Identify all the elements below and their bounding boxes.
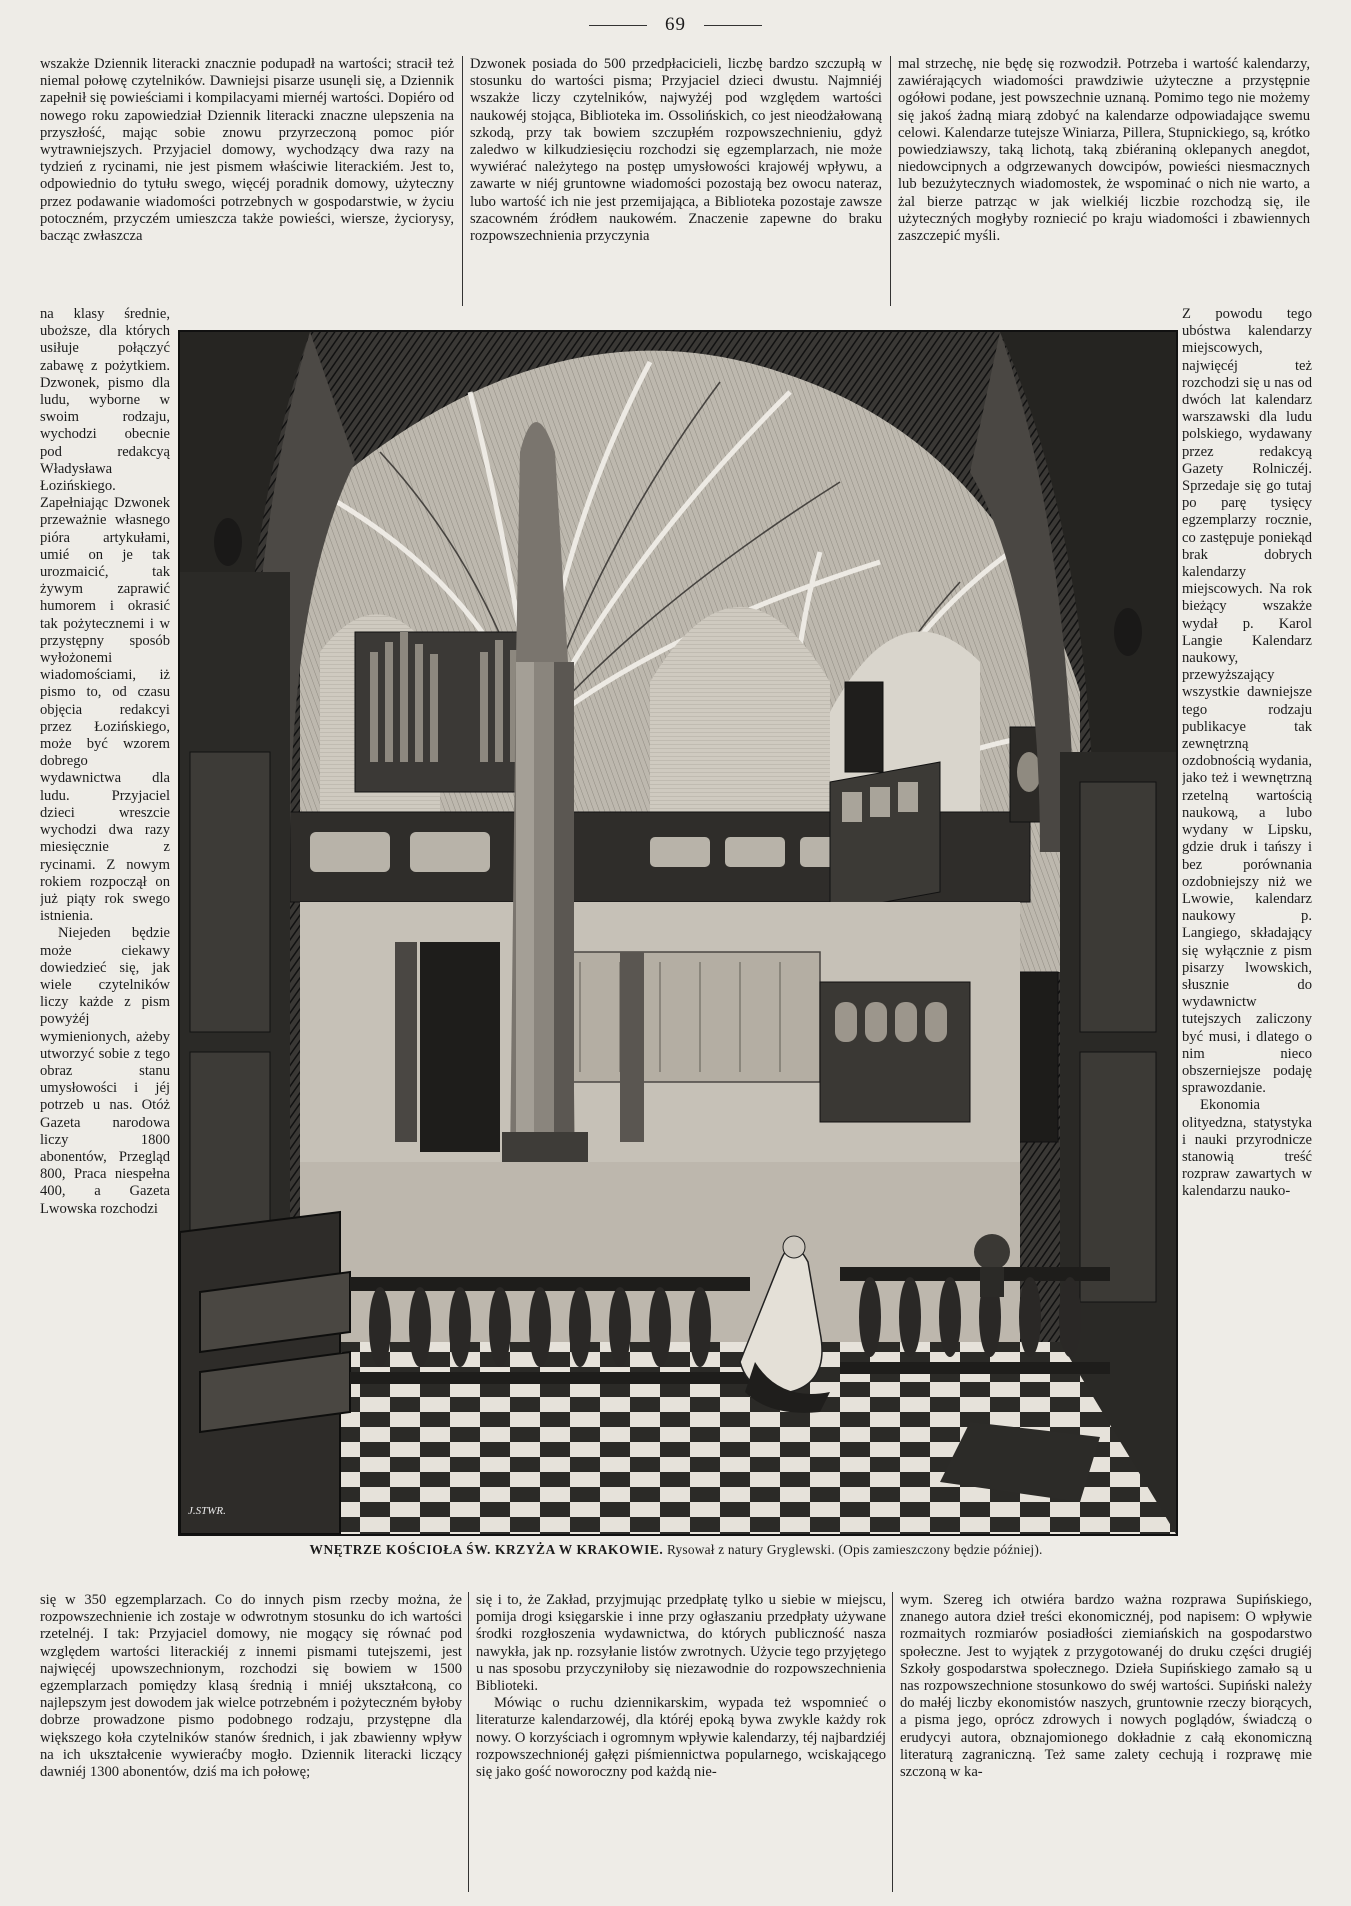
column-3-top <box>898 56 1310 306</box>
header-dash-right <box>704 25 762 26</box>
paragraph: na klasy średnie, uboższe, dla których usiłuje połączyć zabawę z pożytkiem. Dzwonek, pismo dla ludu, wyborne w swoim rodzaju, wychodzi obecnie pod redakcyą Władysława Łozińskiego. Zapełniając Dzwonek przeważnie własnego pióra artykułami, umié on je tak urozmaicić, tak żywym zaprawić humorem i okrasić tak pożytecznemi i w przystępny sposób wyłożonemi wiadomościami, iż pismo to, od czasu objęcia redakcyi przez Łozińskiego, może być wzorem dobrego wydawnictwa dla ludu. Przyjaciel dzieci wreszcie wychodzi dwa razy miesięcznie z rycinami. Z nowym rokiem rozpoczął on już piąty rok swego istnienia. <box>40 306 170 925</box>
paragraph: Ekonomia olityedzna, statystyka i nauki przyrodnicze stanowią treść rozpraw zawartych w kalendarzu nauko- <box>1182 1097 1312 1200</box>
paragraph: wszakże Dziennik literacki znacznie podupadł na wartości; stracił też niemal połowę czytelników. Dawniejsi pisarze usunęli się, a Dziennik zapełnił się powieściami i kompilacyami miernéj wartości. Dopiéro od nowego roku zapowiedział Dziennik literacki znaczne ulepszenia na przyszłość, mając sobie znowu przyrzeczoną pomoc piór wytrawniejszych. Przyjaciel domowy, wychodzący dwa razy na tydzień z rycinami, nie jest pismem właściwie literackiém. Jest to, odpowiednio do tytułu swego, więcéj poradnik domowy, użyteczny przez podawanie wiadomości potrzebnych w gospodarstwie, w życiu potoczném, przyczém umieszcza także powieści, wiersze, życiorysy, bacząc zwłaszcza <box>40 56 454 245</box>
engraver-signature: J.STWR. <box>188 1505 226 1517</box>
church-interior-engraving <box>178 330 1178 1536</box>
paragraph: Mówiąc o ruchu dziennikarskim, wypada też wspomnieć o literaturze kalendarzowéj, dla któréj epoką bywa zwykle każdy rok nowy. O korzyściach i ogromnym wpływie kalendarzy, téj najbardziéj rozpowszechnionéj gałęzi piśmiennictwa popularnego, wciskającego się jako gość noworoczny pod każdą nie- <box>476 1695 886 1781</box>
illustration-caption <box>178 1542 1174 1558</box>
paragraph: Niejeden będzie może ciekawy dowiedzieć się, jak wiele czytelników liczy każde z pism powyżéj wymienionych, ażeby utworzyć sobie z tego obraz stanu umysłowości i jéj potrzeb u nas. Otóż Gazeta narodowa liczy 1800 abonentów, Przegląd 800, Praca niespełna 400, a Gazeta Lwowska rozchodzi <box>40 925 170 1217</box>
column-1-narrow <box>40 306 170 1594</box>
column-3-narrow <box>1182 306 1312 1594</box>
header-dash-left <box>589 25 647 26</box>
paragraph: Z powodu tego ubóstwa kalendarzy miejscowych, najwięcéj też rozchodzi się u nas od dwóch lat kalendarz warszawski dla ludu polskiego, wydawany przez redakcyą Gazety Rolniczéj. Sprzedaje się go tutaj po parę tysięcy egzemplarzy rocznie, co zastępuje poniekąd brak dobrych kalendarzy miejscowych. Na rok bieżący wszakże wydał p. Karol Langie Kalendarz naukowy, przewyższający wszystkie dawniejsze tego rodzaju publikacye tak zewnętrzną ozdobnością wydania, jako też i wewnętrzną rzetelną wartością naukową, a lubo wydany w Lipsku, gdzie druk i tańszy i bez porównania ozdobniejszy niż we Lwowie, kalendarz naukowy p. Langiego, składający się wyłącznie z pism pisarzy lwowskich, słusznie do wydawnictw tutejszych zaliczony być musi, i dlatego o nim nieco obszerniejsze podaję sprawozdanie. <box>1182 306 1312 1097</box>
caption-note: (Opis zamieszczony będzie później). <box>838 1542 1043 1557</box>
page-header <box>0 14 1351 36</box>
caption-title: WNĘTRZE KOŚCIOŁA ŚW. KRZYŻA W KRAKOWIE. <box>309 1542 664 1557</box>
column-1-top <box>40 56 454 306</box>
paragraph: Dzwonek posiada do 500 przedpłacicieli, liczbę bardzo szczupłą w stosunku do wartości pisma; Przyjaciel dzieci dwustu. Najmniéj wszakże liczy czytelników, najwyżéj pod względem wartości naukowéj stojąca, Biblioteka im. Ossolińskich, co jest nieodżałowaną szkodą, przy tak bowiem szczupłém rozpowszechnieniu, gdyż zaledwo w kilkudziesięciu rozchodzi się egzemplarzach, nie może wywiérać należytego na postęp umysłowości krajowéj wpływu, a zawarte w niéj gruntowne wiadomości pozostają bez owocu nateraz, lubo wartość ich nie jest przemijająca, a Biblioteka pozostaje zawsze szacowném źródłem naukowém. Znaczenie zapewne do braku rozpowszechnienia przyczynia <box>470 56 882 245</box>
column-rule <box>890 56 891 306</box>
caption-credit: Rysował z natury Gryglewski. <box>666 1542 835 1557</box>
paragraph: się w 350 egzemplarzach. Co do innych pism rzecby można, że rozpowszechnienie ich zostaje w odwrotnym stosunku do ich wartości rzetelnéj. I tak: Przyjaciel domowy, nie mogący się równać pod względem wartości literackiéj z innemi pismami tutejszemi, jest najwięcéj upowszechnionym, rozchodzi się bowiem w 1500 egzemplarzach pomiędzy klasą średnią i mniéj ukształconą, co najlepszym jest dowodem jak wielce potrzebném i pożyteczném byłoby dobrze prowadzone pismo podobnego rodzaju, przystępne dla większego koła czytelników stanów średnich, i jak zbawienny wpływ na ich ukształcenie wywieraćby mogło. Dziennik literacki liczący dawniéj 1300 abonentów, dziś ma ich połowę; <box>40 1592 462 1781</box>
page-number: 69 <box>665 14 686 35</box>
column-2-top <box>470 56 882 306</box>
column-rule <box>462 56 463 306</box>
column-3-bottom <box>900 1592 1312 1892</box>
column-2-bottom <box>476 1592 886 1892</box>
column-rule <box>468 1592 469 1892</box>
paragraph: mal strzechę, nie będę się rozwodził. Potrzeba i wartość kalendarzy, zawiérających wiadomości prawdziwie użyteczne a przystępnie ogółowi podane, jest powszechnie uznaną. Pomimo tego nie możemy się jakoś żadną miarą zdobyć na kalendarze odpowiadające swemu celowi. Kalendarze tutejsze Winiarza, Pillera, Stupnickiego, są, krótko powiedziawszy, taką lichotą, taką zbiéraniną oklepanych anegdot, niedowcipnych a odgrzewanych dowcipów, powieści niesmacznych lub bezużytecznych wiadomostek, że wspominać o nich nie warto, a żal bierze patrząc w jak wielkiéj liczbie rozchodzą się, ile użyteczných mogłyby rozniecić po kraju wiadomości i zbawiennych zaszczepić myśli. <box>898 56 1310 245</box>
column-1-bottom <box>40 1592 462 1892</box>
column-rule <box>892 1592 893 1892</box>
engraving-drawing <box>180 332 1176 1534</box>
paragraph: się i to, że Zakład, przyjmując przedpłatę tylko u siebie w miejscu, pomija drogi księgarskie i inne przy ogłaszaniu przedpłaty używane środki rozgłoszenia wydawnictwa, do których publiczność nasza nawykła, jak np. rozsyłanie listów zwrotnych. Użycie tego przyjętego u nas sposobu przyczyniłoby się niezawodnie do rozpowszechnienia Biblioteki. <box>476 1592 886 1695</box>
paragraph: wym. Szereg ich otwiéra bardzo ważna rozprawa Supińskiego, znanego autora dzieł treści ekonomicznéj, pod napisem: O wpływie rozmaitych rozmiarów posiadłości ziemiańskich na gospodarstwo społeczne. Jest to wyjątek z przygotowanéj do druku części drugiéj Szkoły gospodarstwa społecznego. Dzieła Supińskiego zamało są u nas rozpowszechnione stosunkowo do swéj wartości. Supiński należy do małéj liczby ekonomistów naszych, gruntownie rzeczy biorących, a pisma jego, oprócz zdrowych i nowych poglądów, świadczą o erudycyi autora, obznajomionego dokładnie z całą ekonomiczną literaturą zagraniczną. Też same zalety cechują i rozprawę mie szczoną w ka- <box>900 1592 1312 1781</box>
